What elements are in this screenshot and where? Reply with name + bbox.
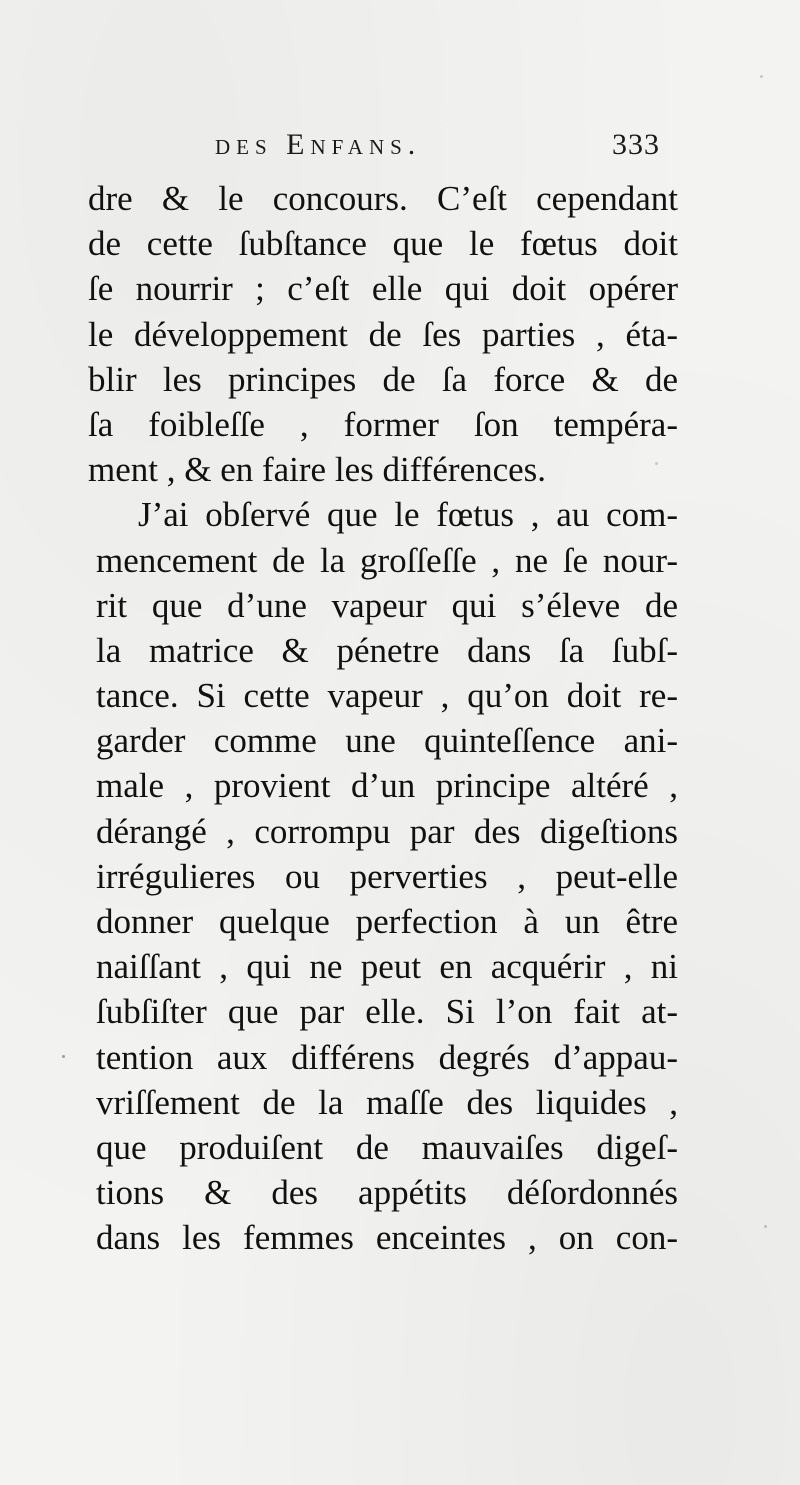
- text-line: tions & des appétits déſordonnés: [96, 1173, 678, 1213]
- text-line: le développement de ſes parties , éta-: [88, 314, 678, 354]
- text-line: male , provient d’un principe altéré ,: [96, 766, 678, 806]
- text-line: tance. Si cette vapeur , qu’on doit re-: [96, 676, 678, 716]
- text-line: garder comme une quinteſſence ani-: [96, 721, 678, 761]
- text-line: naiſſant , qui ne peut en acquérir , ni: [96, 947, 678, 987]
- text-line: tention aux différens degrés d’appau-: [96, 1037, 678, 1077]
- body-text: [88, 176, 678, 1261]
- paper-speck: [655, 462, 658, 465]
- text-line: donner quelque perfection à un être: [96, 902, 678, 941]
- text-line: blir les principes de ſa force & de: [88, 359, 678, 399]
- text-line: ſubſiſter que par elle. Si l’on fait at-: [96, 992, 678, 1032]
- text-line: de cette ſubſtance que le fœtus doit: [88, 224, 678, 264]
- paragraph-first-line: J’ai obſervé que le fœtus , au com-: [138, 495, 678, 535]
- text-line: ſe nourrir ; c’eſt elle qui doit opérer: [88, 269, 678, 309]
- paper-speck: [760, 75, 763, 78]
- paper-speck: [62, 1055, 65, 1058]
- paper-speck: [764, 1225, 767, 1228]
- text-line: rit que d’une vapeur qui s’éleve de: [96, 585, 678, 625]
- text-line: ſa foibleſſe , former ſon tempéra-: [88, 404, 678, 444]
- running-title: des Enfans.: [215, 128, 422, 161]
- page-number: 333: [612, 128, 660, 161]
- text-line: ment , & en faire les différences.: [88, 450, 547, 490]
- text-line: irrégulieres ou perverties , peut-elle: [96, 856, 678, 896]
- text-line: la matrice & pénetre dans ſa ſubſ-: [96, 630, 678, 670]
- text-line: dérangé , corrompu par des digeſtions: [96, 811, 678, 851]
- running-head: [215, 128, 660, 168]
- text-line: dre & le concours. C’eſt cependant: [88, 179, 678, 218]
- text-line: dans les femmes enceintes , on con-: [96, 1218, 678, 1258]
- text-line: que produiſent de mauvaiſes digeſ-: [96, 1127, 678, 1167]
- text-line: vriſſement de la maſſe des liquides ,: [96, 1082, 678, 1122]
- text-line: mencement de la groſſeſſe , ne ſe nour-: [96, 540, 678, 580]
